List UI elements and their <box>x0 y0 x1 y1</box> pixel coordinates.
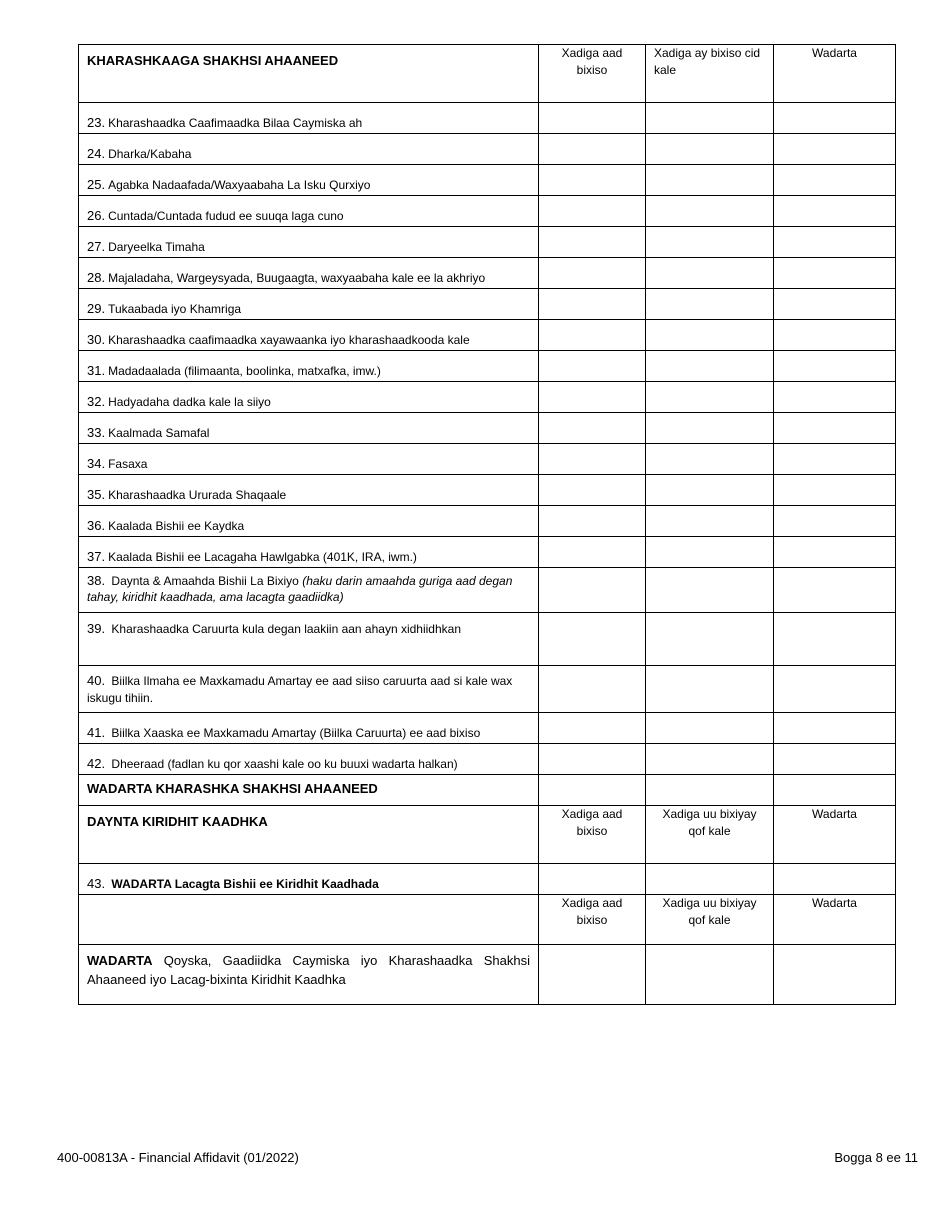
total-cell[interactable] <box>774 864 896 895</box>
table-row <box>79 320 896 351</box>
amount-you-pay-cell[interactable] <box>539 537 646 568</box>
section-title: KHARASHKAAGA SHAKHSI AHAANEED <box>79 45 539 103</box>
total-cell[interactable] <box>774 744 896 775</box>
amount-you-pay-cell[interactable] <box>539 289 646 320</box>
amount-others-pay-cell[interactable] <box>646 506 774 537</box>
row-label <box>79 475 539 506</box>
amount-others-pay-cell[interactable] <box>646 475 774 506</box>
amount-you-pay-cell[interactable] <box>539 945 646 1005</box>
section-header-grand-total <box>79 895 896 945</box>
amount-others-pay-cell[interactable] <box>646 713 774 744</box>
amount-others-pay-cell[interactable] <box>646 382 774 413</box>
row-number: 27. <box>87 239 106 254</box>
row-label-text: Cuntada/Cuntada fudud ee suuqa laga cuno <box>108 209 344 223</box>
row-label-text: Daryeelka Timaha <box>108 240 205 254</box>
row-number: 33. <box>87 425 106 440</box>
row-number: 37. <box>87 549 106 564</box>
amount-others-pay-cell[interactable] <box>646 413 774 444</box>
amount-you-pay-cell[interactable] <box>539 103 646 134</box>
amount-others-pay-cell[interactable] <box>646 196 774 227</box>
column-header-amount-you-pay: Xadiga aad bixiso <box>539 45 646 103</box>
row-label-text: Kharashaadka caafimaadka xayawaanka iyo kharashaadkooda kale <box>108 333 470 347</box>
amount-others-pay-cell[interactable] <box>646 258 774 289</box>
column-header-total: Wadarta <box>774 895 896 945</box>
amount-others-pay-cell[interactable] <box>646 945 774 1005</box>
row-label-text: Hadyadaha dadka kale la siiyo <box>108 395 271 409</box>
row-label <box>79 864 539 895</box>
table-row-40 <box>79 666 896 713</box>
table-row <box>79 444 896 475</box>
row-label-text: Dharka/Kabaha <box>108 147 192 161</box>
row-label <box>79 165 539 196</box>
column-header-total: Wadarta <box>774 806 896 864</box>
row-label <box>79 568 539 613</box>
row-number: 29. <box>87 301 106 316</box>
row-note: (haku darin amaahda guriga aad degan tahay, kiridhit kaadhada, ama lacagta gaadiidka) <box>87 574 513 604</box>
total-cell[interactable] <box>774 103 896 134</box>
amount-others-pay-cell[interactable] <box>646 613 774 666</box>
row-number: 32. <box>87 394 106 409</box>
row-label <box>79 413 539 444</box>
row-number: 38. <box>87 573 106 588</box>
amount-you-pay-cell[interactable] <box>539 475 646 506</box>
row-label-text: Kaalada Bishii ee Kaydka <box>108 519 245 533</box>
page-number: Bogga 8 ee 11 <box>834 1150 918 1165</box>
amount-others-pay-cell[interactable] <box>646 165 774 196</box>
total-cell[interactable] <box>774 945 896 1005</box>
amount-others-pay-cell[interactable] <box>646 134 774 165</box>
row-label-text: Daynta & Amaahda Bishii La Bixiyo <box>111 574 299 588</box>
table-row <box>79 196 896 227</box>
amount-you-pay-cell[interactable] <box>539 744 646 775</box>
table-row <box>79 258 896 289</box>
row-number: 42. <box>87 756 106 771</box>
amount-you-pay-cell[interactable] <box>539 666 646 713</box>
column-header-amount-others-pay: Xadiga ay bixiso cid kale <box>646 45 774 103</box>
column-header-amount-others-pay: Xadiga uu bixiyay qof kale <box>646 806 774 864</box>
total-cell[interactable] <box>774 775 896 806</box>
amount-you-pay-cell[interactable] <box>539 258 646 289</box>
amount-you-pay-cell[interactable] <box>539 227 646 258</box>
row-number: 39. <box>87 621 106 636</box>
amount-others-pay-cell[interactable] <box>646 537 774 568</box>
row-number: 40. <box>87 673 106 688</box>
total-cell[interactable] <box>774 666 896 713</box>
row-label-text: Madadaalada (filimaanta, boolinka, matxafka, imw.) <box>108 364 381 378</box>
amount-others-pay-cell[interactable] <box>646 864 774 895</box>
grand-total-row <box>79 945 896 1005</box>
total-cell[interactable] <box>774 382 896 413</box>
amount-others-pay-cell[interactable] <box>646 227 774 258</box>
row-label-text: Dheeraad (fadlan ku qor xaashi kale oo ku buuxi wadarta halkan) <box>111 757 458 771</box>
total-personal-expenses-label: WADARTA KHARASHKA SHAKHSI AHAANEED <box>79 775 539 806</box>
amount-you-pay-cell[interactable] <box>539 351 646 382</box>
row-number: 36. <box>87 518 106 533</box>
section-title: DAYNTA KIRIDHIT KAADHKA <box>79 806 539 864</box>
table-row <box>79 413 896 444</box>
row-number: 41. <box>87 725 106 740</box>
column-header-amount-you-pay: Xadiga aad bixiso <box>539 895 646 945</box>
amount-others-pay-cell[interactable] <box>646 103 774 134</box>
table-row-38 <box>79 568 896 613</box>
row-number: 31. <box>87 363 106 378</box>
total-cell[interactable] <box>774 134 896 165</box>
row-label <box>79 506 539 537</box>
row-number: 30. <box>87 332 106 347</box>
row-label-text: Tukaabada iyo Khamriga <box>108 302 242 316</box>
table-row <box>79 351 896 382</box>
total-cell[interactable] <box>774 713 896 744</box>
row-label-text: WADARTA Lacagta Bishii ee Kiridhit Kaadhada <box>111 877 379 891</box>
row-label <box>79 320 539 351</box>
total-cell[interactable] <box>774 413 896 444</box>
row-label-text: Kaalada Bishii ee Lacagaha Hawlgabka (401K, IRA, iwm.) <box>108 550 417 564</box>
amount-you-pay-cell[interactable] <box>539 568 646 613</box>
amount-you-pay-cell[interactable] <box>539 613 646 666</box>
row-number: 28. <box>87 270 106 285</box>
row-label-text: Kharashaadka Caafimaadka Bilaa Caymiska ah <box>108 116 363 130</box>
column-header-amount-you-pay: Xadiga aad bixiso <box>539 806 646 864</box>
table-row <box>79 103 896 134</box>
total-cell[interactable] <box>774 613 896 666</box>
table-row <box>79 475 896 506</box>
total-cell[interactable] <box>774 537 896 568</box>
table-row-41 <box>79 713 896 744</box>
row-label <box>79 258 539 289</box>
row-label <box>79 444 539 475</box>
total-cell[interactable] <box>774 258 896 289</box>
total-cell[interactable] <box>774 444 896 475</box>
row-label-text: Fasaxa <box>108 457 148 471</box>
amount-others-pay-cell[interactable] <box>646 351 774 382</box>
amount-you-pay-cell[interactable] <box>539 413 646 444</box>
row-label <box>79 134 539 165</box>
section-header-personal-expenses <box>79 45 896 103</box>
row-number: 23. <box>87 115 106 130</box>
form-identifier: 400-00813A - Financial Affidavit (01/2022) <box>57 1150 299 1165</box>
grand-total-text: Qoyska, Gaadiidka Caymiska iyo Kharashaadka Shakhsi Ahaaneed iyo Lacag-bixinta Kiridhit Kaadhka <box>87 953 530 987</box>
table-row <box>79 506 896 537</box>
amount-you-pay-cell[interactable] <box>539 320 646 351</box>
row-label <box>79 289 539 320</box>
amount-you-pay-cell[interactable] <box>539 864 646 895</box>
amount-you-pay-cell[interactable] <box>539 134 646 165</box>
row-label-text: Kharashaadka Ururada Shaqaale <box>108 488 287 502</box>
table-row <box>79 165 896 196</box>
row-label <box>79 744 539 775</box>
row-label <box>79 666 539 713</box>
total-cell[interactable] <box>774 289 896 320</box>
row-label <box>79 713 539 744</box>
grand-total-label <box>79 945 539 1005</box>
section-header-credit-card-debt <box>79 806 896 864</box>
amount-others-pay-cell[interactable] <box>646 320 774 351</box>
table-row-39 <box>79 613 896 666</box>
total-personal-expenses-row <box>79 775 896 806</box>
total-cell[interactable] <box>774 196 896 227</box>
row-number: 34. <box>87 456 106 471</box>
row-number: 43. <box>87 876 106 891</box>
total-cell[interactable] <box>774 227 896 258</box>
total-cell[interactable] <box>774 320 896 351</box>
row-number: 35. <box>87 487 106 502</box>
total-cell[interactable] <box>774 568 896 613</box>
row-number: 26. <box>87 208 106 223</box>
table-row <box>79 537 896 568</box>
amount-others-pay-cell[interactable] <box>646 666 774 713</box>
table-row <box>79 382 896 413</box>
empty-header-cell <box>79 895 539 945</box>
row-label-text: Biilka Xaaska ee Maxkamadu Amartay (Biilka Caruurta) ee aad bixiso <box>111 726 481 740</box>
total-cell[interactable] <box>774 165 896 196</box>
column-header-total: Wadarta <box>774 45 896 103</box>
table-row <box>79 289 896 320</box>
amount-you-pay-cell[interactable] <box>539 382 646 413</box>
table-row-42 <box>79 744 896 775</box>
table-row <box>79 227 896 258</box>
amount-others-pay-cell[interactable] <box>646 775 774 806</box>
amount-others-pay-cell[interactable] <box>646 568 774 613</box>
column-header-amount-others-pay: Xadiga uu bixiyay qof kale <box>646 895 774 945</box>
total-cell[interactable] <box>774 475 896 506</box>
row-label <box>79 537 539 568</box>
row-label-text: Kharashaadka Caruurta kula degan laakiin aan ahayn xidhiidhkan <box>111 622 461 636</box>
amount-others-pay-cell[interactable] <box>646 289 774 320</box>
total-cell[interactable] <box>774 506 896 537</box>
amount-you-pay-cell[interactable] <box>539 196 646 227</box>
personal-expenses-table <box>78 44 896 1005</box>
row-label <box>79 351 539 382</box>
row-label <box>79 227 539 258</box>
amount-others-pay-cell[interactable] <box>646 444 774 475</box>
row-label <box>79 613 539 666</box>
row-number: 24. <box>87 146 106 161</box>
table-row <box>79 134 896 165</box>
table-row-43 <box>79 864 896 895</box>
amount-you-pay-cell[interactable] <box>539 165 646 196</box>
amount-you-pay-cell[interactable] <box>539 713 646 744</box>
row-label-text: Kaalmada Samafal <box>108 426 210 440</box>
row-label-text: Agabka Nadaafada/Waxyaabaha La Isku Qurxiyo <box>108 178 371 192</box>
amount-you-pay-cell[interactable] <box>539 444 646 475</box>
total-cell[interactable] <box>774 351 896 382</box>
grand-total-bold: WADARTA <box>87 953 153 968</box>
amount-others-pay-cell[interactable] <box>646 744 774 775</box>
row-label <box>79 196 539 227</box>
row-label <box>79 103 539 134</box>
row-label-text: Biilka Ilmaha ee Maxkamadu Amartay ee aad siiso caruurta aad si kale wax iskugu tihiin. <box>87 674 513 705</box>
row-number: 25. <box>87 177 106 192</box>
row-label <box>79 382 539 413</box>
amount-you-pay-cell[interactable] <box>539 775 646 806</box>
amount-you-pay-cell[interactable] <box>539 506 646 537</box>
row-label-text: Majaladaha, Wargeysyada, Buugaagta, waxyaabaha kale ee la akhriyo <box>108 271 486 285</box>
